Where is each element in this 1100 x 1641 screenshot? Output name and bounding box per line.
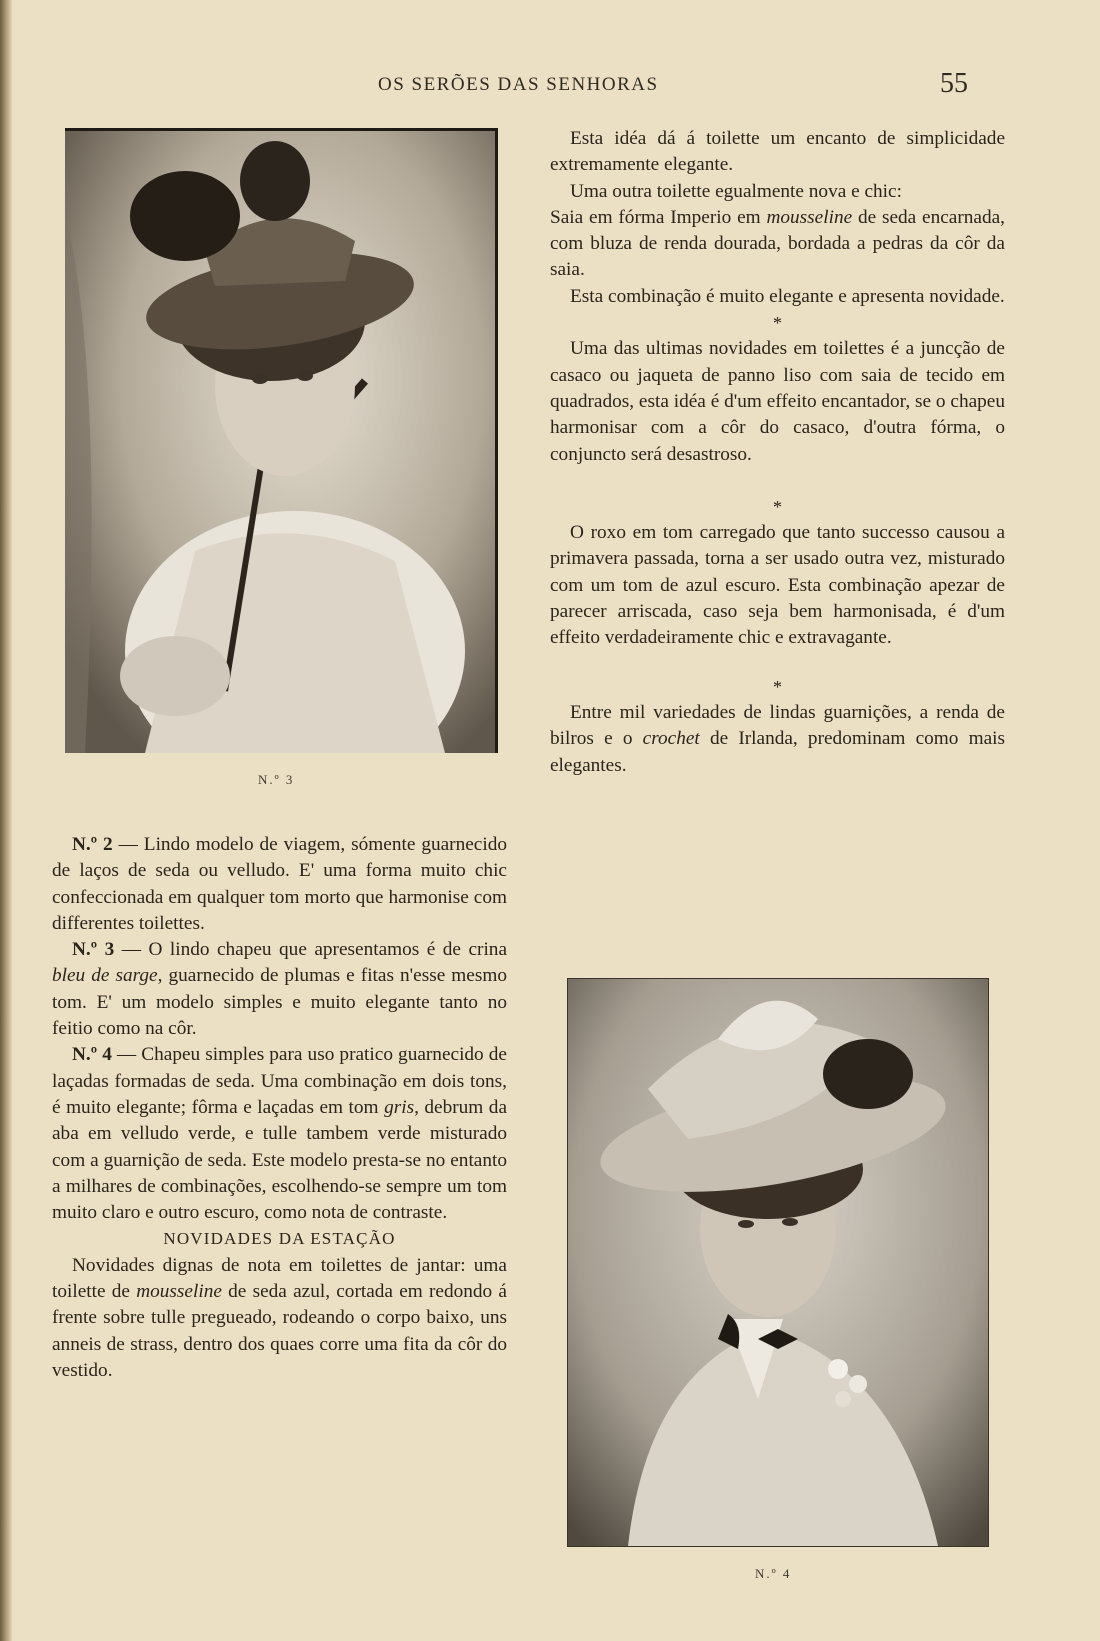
paragraph-item-2 — [52, 832, 507, 937]
paragraph — [550, 205, 1005, 284]
text-run: , guarnecido de plumas e fitas n'esse mesmo tom. E' um modelo simples e muito elegante tanto no feitio como na côr. — [52, 965, 507, 1040]
page-header — [0, 70, 1100, 100]
page-binding-edge — [0, 0, 12, 1641]
figure-3-caption: N.º 3 — [258, 772, 295, 787]
text-run: Entre mil variedades de lindas guarnições, a renda de bilros e o — [550, 701, 1005, 750]
emphasis: gris — [384, 1096, 415, 1118]
text-run: , debrum da aba em velludo verde, e tulle tambem verde misturado com a guarnição de seda. Este modelo presta-se no entanto a milhares de combinações, escolhendo-se sempre um tom muito claro e outro escuro, como nota de contraste. — [52, 1096, 508, 1224]
figure-4-caption: N.º 4 — [755, 1566, 792, 1581]
paragraph: O roxo em tom carregado que tanto successo causou a primavera passada, torna a ser usado outra vez, misturado com um tom de azul escuro. Esta combinação apezar de parecer arriscada, caso seja bem harmonisada, é d'um effeito verdadeiramente chic e extravagante. — [550, 522, 1005, 649]
text-run: — Chapeu simples para uso pratico guarnecido de laçadas formadas de seda. Uma combinação em dois tons, é muito elegante; fôrma e laçadas em tom — [52, 1044, 507, 1118]
text-run: — Lindo modelo de viagem, sómente guarnecido de laços de seda ou velludo. E' uma forma muito chic confeccionada em qualquer tom morto que harmonise com differentes toilettes. — [52, 834, 507, 934]
paragraph: Esta combinação é muito elegante e apresenta novidade. — [570, 285, 1005, 307]
text-run: de seda azul, cortada em redondo á frente sobre tulle pregueado, rodeando o corpo baixo, uns anneis de strass, dentro dos quaes corre uma fita da côr do vestido. — [52, 1281, 507, 1381]
text-run: — O lindo chapeu que apresentamos é de crina — [114, 939, 507, 961]
photo-hat-model-3 — [65, 128, 498, 753]
paragraph: Uma das ultimas novidades em toilettes é a juncção de casaco ou jaqueta de panno liso com saia de tecido em quadrados, esta idéa é d'um effeito encantador, se o chapeu harmonisar com a côr do casaco, d'outra fórma, o conjuncto será desastroso. — [550, 338, 1005, 465]
paragraph-item-4 — [52, 1042, 507, 1226]
paragraph — [52, 1253, 507, 1384]
right-column-text — [550, 126, 1005, 779]
paragraph: Uma outra toilette egualmente nova e chic: — [570, 180, 902, 202]
text-run: Saia em fórma Imperio em — [550, 206, 767, 228]
emphasis: mousseline — [136, 1281, 222, 1303]
emphasis: bleu de sarge — [52, 965, 158, 987]
photo-hat-model-4 — [567, 978, 989, 1547]
paragraph-item-3 — [52, 937, 507, 1042]
left-column-text — [52, 832, 507, 1384]
section-divider-star: * — [773, 496, 782, 517]
photo-4-illustration — [568, 979, 988, 1546]
item-number: N.º 4 — [72, 1044, 112, 1066]
text-run: de seda encarnada, com bluza de renda dourada, bordada a pedras da côr da saia. — [550, 206, 1005, 281]
emphasis: crochet — [642, 728, 700, 750]
page-number: 55 — [940, 68, 968, 99]
running-title: OS SERÕES DAS SENHORAS — [378, 74, 659, 95]
text-run: de Irlanda, predominam como mais elegantes. — [550, 728, 1005, 776]
paragraph: Esta idéa dá á toilette um encanto de simplicidade extremamente elegante. — [550, 128, 1005, 176]
photo-3-illustration — [65, 131, 495, 753]
section-divider-star: * — [773, 676, 782, 697]
text-run: Novidades dignas de nota em toilettes de jantar: uma toilette de — [52, 1254, 507, 1303]
section-divider-star: * — [773, 313, 782, 334]
section-title: NOVIDADES DA ESTAÇÃO — [163, 1229, 396, 1249]
paragraph — [550, 700, 1005, 779]
emphasis: mousseline — [766, 206, 853, 228]
item-number: N.º 3 — [72, 939, 115, 961]
item-number: N.º 2 — [72, 834, 113, 855]
